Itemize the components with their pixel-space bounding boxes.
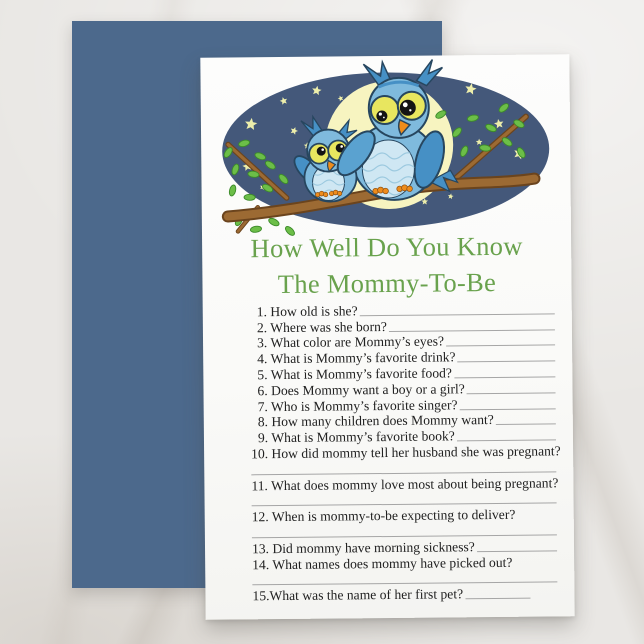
question-text: 5. What is Mommy’s favorite food? xyxy=(257,365,452,383)
question-text: 8. How many children does Mommy want? xyxy=(257,412,494,430)
answer-line xyxy=(389,329,555,332)
answer-line xyxy=(477,550,557,552)
question-text: 4. What is Mommy’s favorite drink? xyxy=(257,349,456,367)
question-text: 9. What is Mommy’s favorite book? xyxy=(257,428,455,446)
answer-line-row xyxy=(251,491,556,510)
card-title xyxy=(202,227,572,303)
answer-line xyxy=(465,598,530,600)
game-card xyxy=(200,54,574,620)
answer-line xyxy=(460,408,556,410)
card-title-line2: The Mommy-To-Be xyxy=(277,266,497,300)
question-text: 13. Did mommy have morning sickness? xyxy=(251,538,475,557)
answer-line xyxy=(496,424,556,426)
questions-list xyxy=(250,301,561,604)
answer-line xyxy=(467,392,556,394)
answer-line xyxy=(457,440,556,442)
question-text: 6. Does Mommy want a boy or a girl? xyxy=(257,381,465,399)
question-text: 1. How old is she? xyxy=(256,303,358,320)
answer-line xyxy=(360,313,555,316)
card-title-line1: How Well Do You Know xyxy=(250,230,523,264)
question-text: 11. What does mommy love most about being pregnant? xyxy=(251,474,559,493)
answer-line-row xyxy=(252,570,557,589)
question-text: 12. When is mommy-to-be expecting to deliver? xyxy=(251,506,516,525)
answer-line-row xyxy=(251,459,556,478)
answer-line-row xyxy=(252,523,557,542)
answer-line xyxy=(454,376,555,378)
question-text: 2. Where was she born? xyxy=(256,318,387,335)
question-text: 7. Who is Mommy’s favorite singer? xyxy=(257,396,458,414)
question-row xyxy=(252,586,557,605)
answer-line xyxy=(446,345,555,347)
question-text: 15.What was the name of her first pet? xyxy=(252,586,464,604)
owl-night-illustration xyxy=(200,54,571,253)
answer-line xyxy=(458,361,556,363)
question-text: 14. What names does mommy have picked out? xyxy=(252,554,513,572)
question-text: 10. How did mommy tell her husband she was pregnant? xyxy=(251,443,561,462)
question-text: 3. What color are Mommy’s eyes? xyxy=(256,333,445,351)
